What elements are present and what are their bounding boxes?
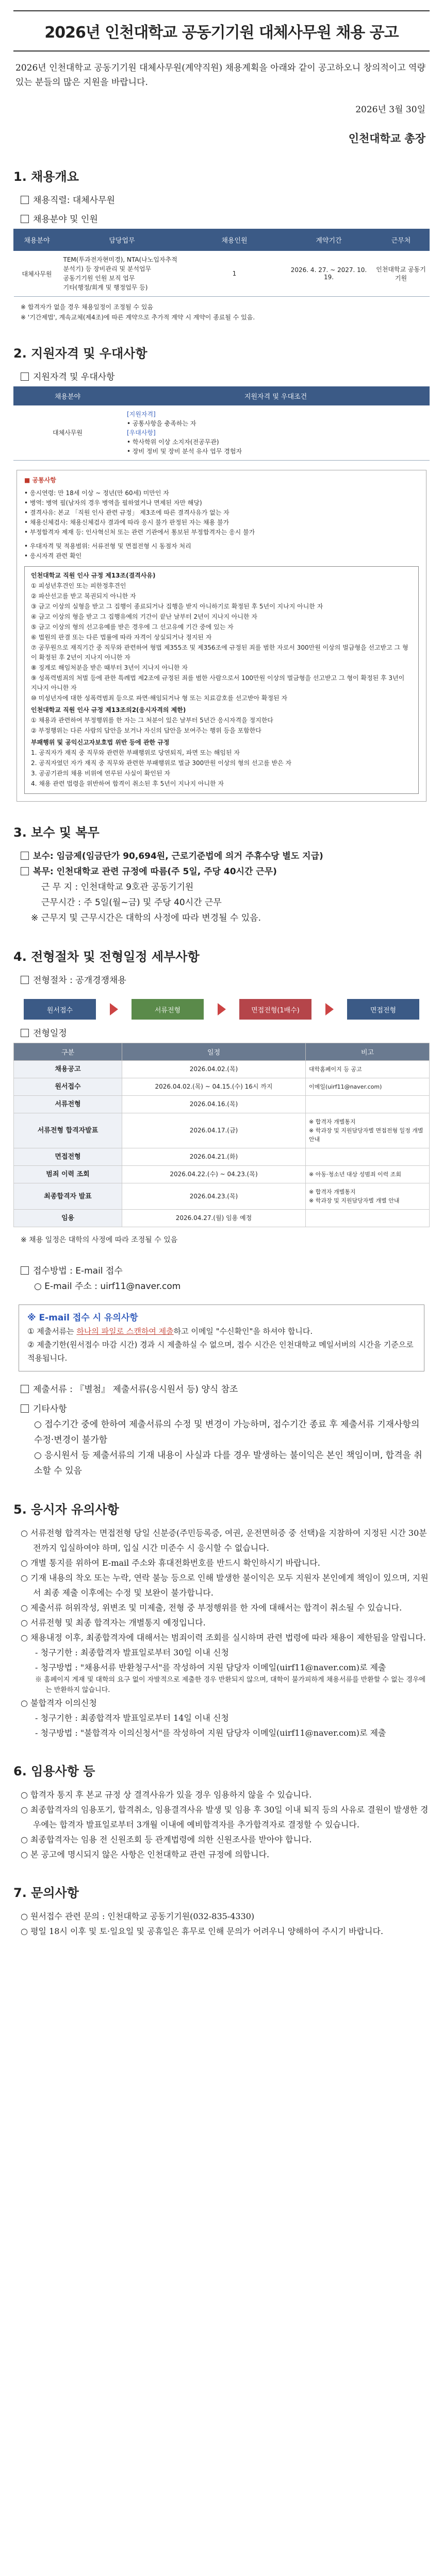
sched-remark	[306, 1148, 430, 1166]
s5-item: ○ 개별 통지를 위하여 E-mail 주소와 휴대전화번호를 반드시 확인하시기 바랍니다.	[21, 1558, 320, 1568]
checkbox-icon	[21, 1385, 29, 1393]
s5-subitem: - 청구기한 : 최종합격자 발표일로부터 14일 이내 신청	[35, 1713, 229, 1723]
td-location: 인천대학교 공동기기원	[373, 251, 430, 297]
inner-line: ③ 금고 이상의 실형을 받고 그 집행이 종료되거나 집행을 받지 아니하기로 확정된 후 5년이 지나지 아니한 자	[31, 603, 323, 610]
inner-line: 4. 채용 관련 법령을 위반하여 합격이 취소된 후 5년이 지나지 아니한 자	[31, 780, 224, 787]
s4-sub5-text: 기타사항	[33, 1404, 67, 1414]
sched-date: 2026.04.27.(월) 임용 예정	[122, 1210, 306, 1227]
th-location: 근무처	[373, 229, 430, 251]
req-item: • 부정합격자 제재 등: 인사혁신처 또는 관련 기관에서 통보된 부정합격자는 응시 불가	[24, 529, 255, 536]
email-box-text: 하고 이메일 "수신확인"을 하셔야 합니다.	[173, 1327, 313, 1336]
qual-item-text: 공통사항을 충족하는 자	[132, 420, 196, 427]
s4-sub2	[21, 1026, 430, 1039]
table-row	[14, 1061, 430, 1078]
work-label: 복무:	[33, 867, 57, 877]
sched-remark: ※ 합격자 개별통지 ※ 학과장 및 지원담당자별 면접전형 일정 개별 안내	[306, 1113, 430, 1148]
etc-item: ○ 접수기간 중에 한하여 제출서류의 수정 및 변경이 가능하며, 접수기간 종료 후 제출서류 기재사항의 수정·변경이 불가함	[34, 1419, 420, 1445]
inner-line: ⑦ 공무원으로 재직기간 중 직무와 관련하여 형법 제355조 및 제356조에 규정된 죄를 범한 자로서 300만원 이상의 벌금형을 선고받고 그 형이 확정된 후 2년이 지나지 아니한 자	[31, 644, 408, 661]
s4-sub3	[21, 1263, 430, 1279]
section-3-title: 3. 보수 및 복무	[13, 825, 100, 840]
pay-section	[21, 849, 430, 926]
req-item-text: 부정합격자 제재 등: 인사혁신처 또는 관련 기관에서 통보된 부정합격자는 응시 불가	[29, 529, 255, 536]
work-time: 근무시간 : 주 5일(월~금) 및 주당 40시간 근무	[41, 897, 222, 908]
s4-sub2-text: 전형일정	[33, 1028, 67, 1039]
pref-item-text: 학사학위 이상 소지자(전공무관)	[132, 438, 219, 446]
notice-page	[0, 10, 443, 1949]
notice-date: 2026년 3월 30일	[355, 105, 425, 115]
table-row	[14, 1148, 430, 1166]
s6-list	[21, 1787, 430, 1862]
etc-item: ○ 응시원서 등 제출서류의 기재 내용이 사실과 다를 경우 발생하는 불이익은 본인 책임이며, 합격을 취소할 수 있음	[34, 1450, 422, 1476]
th-period: 계약기간	[285, 229, 373, 251]
inner-line: ① 피성년후견인 또는 피한정후견인	[31, 582, 126, 589]
table-row	[14, 1210, 430, 1227]
inner-line: ⑤ 금고 이상의 형의 선고유예를 받은 경우에 그 선고유예 기간 중에 있는 자	[31, 623, 234, 631]
arrow-right-icon	[110, 1003, 118, 1015]
work-place: 근 무 지 : 인천대학교 9호관 공동기기원	[41, 882, 194, 892]
email-box-text: ① 제출서류는	[27, 1327, 77, 1336]
inner-line: ⑥ 법원의 판결 또는 다른 법률에 따라 자격이 상실되거나 정지된 자	[31, 634, 212, 641]
sched-kind: 최종합격자 발표	[14, 1183, 122, 1210]
inner-line: 3. 공공기관의 채용 비위에 연루된 사실이 확인된 자	[31, 770, 170, 777]
pay-line	[21, 849, 430, 864]
intro-text: 2026년 인천대학교 공동기기원 대체사무원(계약직원) 채용계획을 아래와 같이 공고하오니 창의적이고 역량 있는 분들의 많은 지원을 바랍니다.	[15, 63, 425, 88]
table-row	[14, 1183, 430, 1210]
sched-kind: 채용공고	[14, 1061, 122, 1078]
s1-sub2-text: 채용분야 및 인원	[33, 214, 98, 225]
docs-section	[21, 1382, 430, 1479]
th-remark: 비고	[306, 1043, 430, 1061]
s6-item: ○ 최종합격자의 임용포기, 합격취소, 임용결격사유 발생 및 임용 후 30일 이내 퇴직 등의 사유로 결원이 발생한 경우에는 합격자 발표일로부터 3개월 이내에 예비합격자를 추가합격자로 결정할 수 있습니다.	[21, 1805, 429, 1829]
notice-signer: 인천대학교 총장	[348, 132, 425, 145]
qual-head: [지원자격]	[127, 411, 156, 418]
s1-sub1	[21, 193, 430, 206]
inner-line: ② 파산선고를 받고 복권되지 아니한 자	[31, 592, 136, 600]
inner-line: ⑨ 성폭력범죄의 처벌 등에 관한 특례법 제2조에 규정된 죄를 범한 사람으로서 100만원 이상의 벌금형을 선고받고 그 형이 확정된 후 3년이 지나지 아니한 자	[31, 674, 405, 691]
req-item-text: 병역: 병역 필(남자의 경우 병역을 필하였거나 면제된 자만 해당)	[29, 499, 202, 506]
duty-item: 공동기기원 인원 보직 업무	[63, 275, 135, 282]
s1-sub1-text: 채용직렬: 대체사무원	[33, 195, 115, 206]
checkbox-icon	[21, 196, 29, 204]
note-line: ※ 합격자가 없을 경우 채용일정이 조정될 수 있음	[21, 303, 154, 311]
table-row	[14, 1078, 430, 1096]
email-box-line: ② 제출기한(원서접수 마감 시간) 경과 시 제출하실 수 없으며, 접수 시간은 인천대학교 메일서버의 시간을 기준으로 적용됩니다.	[27, 1340, 414, 1363]
email-notice-box	[19, 1304, 424, 1371]
inner-line: 2. 공직자였던 자가 재직 중 직무와 관련한 부패행위로 벌금 300만원 이상의 형의 선고를 받은 자	[31, 759, 292, 767]
th-field: 채용분야	[14, 229, 60, 251]
inner-line: ⑧ 징계로 해임처분을 받은 때부터 3년이 지나지 아니한 자	[31, 664, 188, 671]
inner-head: 부패행위 및 공익신고자보호법 위반 등에 관한 규정	[31, 739, 170, 746]
flow-step: 원서접수	[24, 999, 96, 1020]
checkbox-icon	[21, 1266, 29, 1275]
req-item: • 채용신체검사: 채용신체검사 결과에 따라 응시 불가 판정된 자는 채용 불가	[24, 519, 229, 526]
inner-line: ① 채용과 관련하여 부정행위를 한 자는 그 처분이 있은 날부터 5년간 응시자격을 정지한다	[31, 717, 273, 724]
s7-list	[21, 1909, 430, 1939]
s6-item: ○ 최종합격자는 임용 전 신원조회 등 관계법령에 의한 신원조사를 받아야 합니다.	[21, 1835, 312, 1844]
s2-sub1-text: 지원자격 및 우대사항	[33, 372, 115, 382]
checkbox-icon	[21, 1404, 29, 1413]
th-qual: 지원자격 및 우대조건	[122, 386, 430, 405]
td-period: 2026. 4. 27. ~ 2027. 10. 19.	[285, 251, 373, 297]
section-4-title: 4. 전형절차 및 전형일정 세부사항	[13, 950, 200, 964]
sched-note: ※ 채용 일정은 대학의 사정에 따라 조정될 수 있음	[21, 1236, 178, 1244]
section-7-title: 7. 문의사항	[13, 1886, 79, 1900]
pref-item-text: 장비 정비 및 장비 분석 유사 업무 경험자	[132, 448, 242, 455]
s5-item: ○ 채용내정 이후, 최종합격자에 대해서는 범죄이력 조회를 실시하며 관련 법령에 따라 채용이 제한됨을 알립니다.	[21, 1633, 426, 1642]
duty-item: TEM(투과전자현미경), NTA(나노입자추적분석기) 등 장비관리 및 분석업무	[63, 256, 177, 273]
s2-sub1	[21, 369, 430, 382]
email-address: ○ E-mail 주소 : uirf11@naver.com	[34, 1281, 181, 1292]
th-kind: 구분	[14, 1043, 122, 1061]
common-requirements	[17, 470, 426, 802]
flow-step: 면접전형(1배수)	[239, 999, 311, 1020]
req-item: • 결격사유: 본교 「직원 인사 관련 규정」 제3조에 따른 결격사유가 없는 자	[24, 509, 229, 516]
s7-item: ○ 평일 18시 이후 및 토·일요일 및 공휴일은 휴무로 인해 문의가 어려우니 양해하여 주시기 바랍니다.	[21, 1926, 384, 1936]
checkbox-icon	[21, 1029, 29, 1037]
inner-head: 인천대학교 직원 인사 규정 제13조의2(응시자격의 제한)	[31, 706, 186, 714]
sched-kind: 면접전형	[14, 1148, 122, 1166]
email-section	[21, 1263, 430, 1294]
sched-kind: 서류전형	[14, 1096, 122, 1113]
s5-item: ○ 기재 내용의 착오 또는 누락, 연락 불능 등으로 인해 발생한 불이익은 모두 지원자 본인에게 책임이 있으며, 지원서 최종 제출 이후에는 수정 및 보완이 불가합니다.	[21, 1573, 429, 1598]
pref-head: [우대사항]	[127, 429, 156, 436]
req-head-text: 공통사항	[32, 477, 56, 484]
sched-date: 2026.04.21.(화)	[122, 1148, 306, 1166]
sched-kind: 서류전형 합격자발표	[14, 1113, 122, 1148]
email-box-emphasis: 하나의 파일로 스캔하여 제출	[76, 1327, 174, 1336]
th-count: 채용인원	[184, 229, 285, 251]
th-field: 채용분야	[13, 386, 122, 405]
qualification-table	[13, 386, 430, 461]
pref-item: • 장비 정비 및 장비 분석 유사 업무 경험자	[127, 448, 242, 455]
inner-line: ⑩ 미성년자에 대한 성폭력범죄 등으로 파면·해임되거나 형 또는 치료감호를 선고받아 확정된 자	[31, 694, 288, 702]
sched-date: 2026.04.23.(목)	[122, 1183, 306, 1210]
s4-sub3-text: 접수방법 : E-mail 접수	[33, 1266, 123, 1276]
s5-subitem: - 청구방법 : "불합격자 이의신청서"를 작성하여 지원 담당자 이메일(uirf11@naver.com)로 제출	[35, 1728, 386, 1738]
page-title: 2026년 인천대학교 공동기기원 대체사무원 채용 공고	[13, 10, 430, 52]
arrow-right-icon	[218, 1003, 226, 1015]
schedule-table	[13, 1043, 430, 1227]
req-item: • 응시연령: 만 18세 이상 ~ 정년(만 60세) 미만인 자	[24, 489, 169, 497]
arrow-right-icon	[325, 1003, 334, 1015]
email-box-line	[27, 1325, 416, 1338]
td-qual	[122, 405, 430, 461]
th-date: 일정	[122, 1043, 306, 1061]
s5-item: ○ 제출서류 허위작성, 위변조 및 미제출, 전형 중 부정행위를 한 자에 대해서는 합격이 취소될 수 있습니다.	[21, 1603, 402, 1613]
sched-kind: 범죄 이력 조회	[14, 1166, 122, 1183]
sched-remark: 이메일(uirf11@naver.com)	[306, 1078, 430, 1096]
sched-remark	[306, 1210, 430, 1227]
table-row	[14, 1096, 430, 1113]
checkbox-icon	[21, 976, 29, 984]
s5-list	[21, 1526, 430, 1740]
sched-remark: ※ 아동·청소년 대상 성범죄 이력 조회	[306, 1166, 430, 1183]
process-flow	[24, 999, 419, 1020]
sched-remark: 대학홈페이지 등 공고	[306, 1061, 430, 1078]
th-duties: 담당업무	[60, 229, 184, 251]
checkbox-icon	[21, 867, 29, 875]
inner-line: ④ 금고 이상의 형을 받고 그 집행유예의 기간이 끝난 날부터 2년이 지나지 아니한 자	[31, 613, 257, 620]
s6-item: ○ 합격자 통지 후 본교 규정 상 결격사유가 있을 경우 임용하지 않을 수 있습니다.	[21, 1790, 312, 1800]
table-row	[14, 1113, 430, 1148]
pref-item: • 학사학위 이상 소지자(전공무관)	[127, 438, 219, 446]
s5-item: ○ 불합격자 이의신청	[21, 1698, 97, 1708]
s4-sub5	[21, 1401, 430, 1417]
work-note: ※ 근무지 및 근무시간은 대학의 사정에 따라 변경될 수 있음.	[31, 913, 261, 923]
checkbox-icon	[21, 852, 29, 860]
sched-remark	[306, 1096, 430, 1113]
req-item: • 병역: 병역 필(남자의 경우 병역을 필하였거나 면제된 자만 해당)	[24, 499, 202, 506]
section-6-title: 6. 임용사항 등	[13, 1764, 95, 1778]
td-duties	[60, 251, 184, 297]
inner-line: 1. 공직자가 재직 중 직무와 관련한 부패행위로 당연퇴직, 파면 또는 해임된 자	[31, 749, 240, 756]
sched-remark: ※ 합격자 개별통지 ※ 학과장 및 지원담당자별 개별 안내	[306, 1183, 430, 1210]
disqualification-box	[24, 566, 419, 794]
s5-item: ○ 서류전형 합격자는 면접전형 당일 신분증(주민등록증, 여권, 운전면허증 중 선택)을 지참하여 지정된 시간 30분 전까지 입실하여야 하며, 입실 시간 미준수 시 응시할 수 없습니다.	[21, 1528, 427, 1553]
td-count: 1	[184, 251, 285, 297]
work-line	[21, 864, 430, 879]
sched-date: 2026.04.22.(수) ~ 04.23.(목)	[122, 1166, 306, 1183]
s5-subitem: - 청구기한 : 최종합격자 발표일로부터 30일 이내 신청	[35, 1648, 229, 1657]
req-head: ■ 공통사항	[24, 477, 56, 484]
s1-notes	[21, 302, 430, 323]
duty-item: 기타(행정/회계 및 행정업무 등)	[63, 284, 148, 291]
qual-item: • 공통사항을 충족하는 자	[127, 420, 196, 427]
req-note-text: 응시자격 관련 확인	[29, 552, 82, 560]
section-5-title: 5. 응시자 유의사항	[13, 1502, 119, 1517]
sched-date: 2026.04.16.(목)	[122, 1096, 306, 1113]
flow-step: 면접전형	[347, 999, 419, 1020]
s4-sub1	[21, 973, 430, 986]
sched-date: 2026.04.17.(금)	[122, 1113, 306, 1148]
email-box-head: ※ E-mail 접수 시 유의사항	[27, 1313, 138, 1323]
req-note: • 응시자격 관련 확인	[24, 552, 82, 560]
s5-item: ○ 서류전형 및 최종 합격자는 개별통지 예정입니다.	[21, 1618, 206, 1628]
s6-item: ○ 본 공고에 명시되지 않은 사항은 인천대학교 관련 규정에 의합니다.	[21, 1850, 270, 1859]
sched-date: 2026.04.02.(목) ~ 04.15.(수) 16시 까지	[122, 1078, 306, 1096]
checkbox-icon	[21, 372, 29, 381]
s5-subitem: - 청구방법 : "채용서류 반환청구서"를 작성하여 지원 담당자 이메일(uirf11@naver.com)로 제출	[35, 1663, 386, 1672]
req-note: • 우대자격 및 적용범위: 서류전형 및 면접전형 시 동점자 처리	[24, 543, 191, 550]
inner-line: ② 부정행위는 다른 사람의 답안을 보거나 자신의 답안을 보여주는 행위 등을 포함한다	[31, 727, 261, 734]
s4-sub4-text: 제출서류 : 『별첨』 제출서류(응시원서 등) 양식 참조	[33, 1384, 238, 1395]
s5-subnote: ※ 홈페이지 게재 및 대학의 요구 없이 자발적으로 제출한 경우 반환되지 않으며, 대학이 불가피하게 채용서류를 반환할 수 없는 경우에는 반환하지 않습니다.	[35, 1676, 426, 1694]
sched-kind: 원서접수	[14, 1078, 122, 1096]
pay-text: 임금제(임금단가 90,694원, 근로기준법에 의거 주휴수당 별도 지급)	[56, 851, 323, 861]
s4-sub1-text: 전형절차 : 공개경쟁채용	[33, 975, 126, 986]
sched-kind: 임용	[14, 1210, 122, 1227]
s7-item: ○ 원서접수 관련 문의 : 인천대학교 공동기기원(032-835-4330)	[21, 1911, 255, 1921]
pay-label: 보수:	[33, 851, 57, 861]
inner-head: 인천대학교 직원 인사 규정 제13조(결격사유)	[31, 572, 156, 579]
req-item-text: 채용신체검사: 채용신체검사 결과에 따라 응시 불가 판정된 자는 채용 불가	[29, 519, 229, 526]
section-1-title: 1. 채용개요	[13, 170, 79, 184]
req-item-text: 결격사유: 본교 「직원 인사 관련 규정」 제3조에 따른 결격사유가 없는 자	[29, 509, 229, 516]
recruit-table	[13, 229, 430, 297]
note-line: ※ '기간제법', 계속교체(제4조)에 따른 계약으로 추가적 계약 시 계약이 종료될 수 있음.	[21, 314, 255, 321]
flow-step: 서류전형	[132, 999, 204, 1020]
td-field: 대체사무원	[13, 405, 122, 461]
req-note-text: 우대자격 및 적용범위: 서류전형 및 면접전형 시 동점자 처리	[29, 543, 191, 550]
s1-sub2	[21, 212, 430, 225]
checkbox-icon	[21, 215, 29, 223]
section-2-title: 2. 지원자격 및 우대사항	[13, 346, 147, 361]
work-text: 인천대학교 관련 규정에 따름(주 5일, 주당 40시간 근무)	[56, 867, 277, 877]
table-row	[14, 1166, 430, 1183]
s4-sub4	[21, 1382, 430, 1397]
req-item-text: 응시연령: 만 18세 이상 ~ 정년(만 60세) 미만인 자	[29, 489, 169, 497]
td-field: 대체사무원	[14, 251, 60, 297]
sched-date: 2026.04.02.(목)	[122, 1061, 306, 1078]
